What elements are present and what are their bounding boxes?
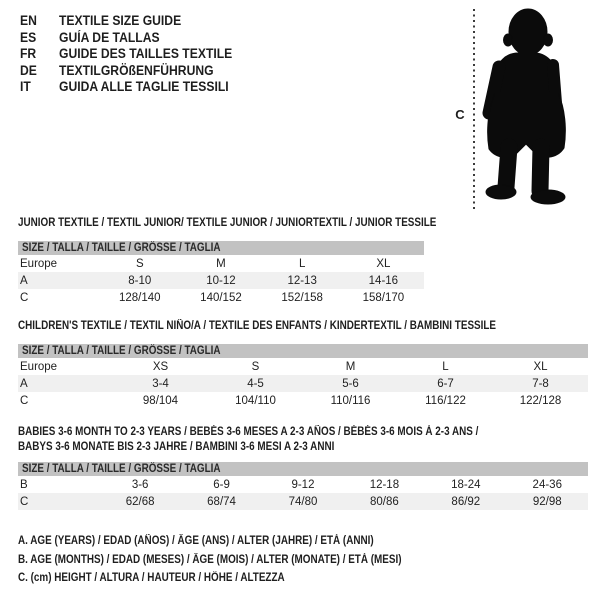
row-label: B — [20, 478, 28, 491]
table-row — [18, 476, 588, 493]
row-label: C — [20, 394, 29, 407]
cell: 10-12 — [180, 272, 261, 289]
cell: 152/158 — [281, 291, 323, 304]
cell: 122/128 — [519, 394, 562, 407]
cell: 3-4 — [113, 375, 208, 392]
table-row — [18, 392, 588, 409]
language-title: GUIDE DES TAILLES TEXTILE — [59, 46, 233, 61]
cell: L — [442, 360, 449, 373]
cell: 158/170 — [362, 291, 405, 304]
cell: L — [298, 257, 306, 270]
language-title-list — [20, 13, 252, 96]
cell: 86/92 — [425, 493, 506, 510]
cell: XL — [376, 257, 391, 270]
cell: 4-5 — [208, 375, 303, 392]
table-row — [18, 255, 424, 272]
cell: 92/98 — [507, 493, 588, 510]
language-title: GUÍA DE TALLAS — [59, 29, 160, 45]
cell: 8-10 — [99, 272, 180, 289]
cell: M — [216, 257, 226, 270]
height-dotted-line — [473, 9, 475, 209]
table-row — [18, 493, 588, 510]
table-header-bar: SIZE / TALLA / TAILLE / GRÖSSE / TAGLIA — [18, 462, 588, 476]
language-row — [20, 63, 252, 80]
table-row — [18, 272, 424, 289]
language-row — [20, 13, 252, 30]
row-label: Europe — [20, 257, 58, 270]
cell: 104/110 — [235, 394, 276, 407]
language-row — [20, 46, 252, 63]
table-row — [18, 358, 588, 375]
cell: XL — [533, 360, 548, 373]
language-code: DE — [20, 62, 37, 78]
cell: 128/140 — [118, 291, 161, 304]
language-code: FR — [20, 46, 37, 61]
height-measure-figure — [452, 5, 600, 215]
cell: 74/80 — [262, 493, 343, 510]
row-label: C — [20, 291, 29, 304]
cell: 14-16 — [343, 272, 424, 289]
row-label: A — [18, 272, 99, 289]
cell: 12-13 — [262, 272, 343, 289]
footnote-a: A. AGE (YEARS) / EDAD (AÑOS) / ÂGE (ANS) / ALTER (JAHRE) / ETÀ (ANNI) — [18, 535, 374, 547]
language-row — [20, 30, 252, 47]
row-label: Europe — [20, 360, 58, 373]
language-row — [20, 79, 252, 96]
language-title: TEXTILGRÖßENFÜHRUNG — [59, 62, 214, 78]
language-code: EN — [20, 13, 37, 28]
cell: S — [251, 360, 260, 373]
footnote-legend — [18, 532, 464, 588]
junior-size-table — [18, 241, 424, 306]
cell: 3-6 — [131, 478, 149, 491]
cell: 7-8 — [493, 375, 588, 392]
cell: 62/68 — [99, 493, 180, 510]
babies-size-table — [18, 462, 588, 510]
cell: 98/104 — [142, 394, 179, 407]
cell: 6-9 — [213, 478, 230, 491]
row-label: A — [18, 375, 113, 392]
cell: 5-6 — [303, 375, 398, 392]
language-title: GUIDA ALLE TAGLIE TESSILI — [59, 79, 229, 94]
cell: XS — [152, 360, 169, 373]
height-c-label: C — [455, 107, 465, 122]
footnote-b: B. AGE (MONTHS) / EDAD (MESES) / ÂGE (MOIS) / ALTER (MONATE) / ETÀ (MESI) — [18, 553, 402, 566]
language-code: ES — [20, 29, 37, 45]
cell: 18-24 — [451, 478, 481, 491]
footnote-c: C. (cm) HEIGHT / ALTURA / HAUTEUR / HÖHE / ALTEZZA — [18, 572, 285, 585]
children-size-table — [18, 344, 588, 409]
toddler-silhouette-icon — [482, 7, 572, 207]
table-header-bar: SIZE / TALLA / TAILLE / GRÖSSE / TAGLIA — [18, 344, 588, 358]
table-header-bar: SIZE / TALLA / TAILLE / GRÖSSE / TAGLIA — [18, 241, 424, 255]
cell: 116/122 — [425, 394, 466, 407]
cell: S — [135, 257, 144, 270]
cell: M — [345, 360, 356, 373]
junior-section-heading: JUNIOR TEXTILE / TEXTIL JUNIOR/ TEXTILE JUNIOR / JUNIORTEXTIL / JUNIOR TESSILE — [18, 217, 437, 229]
cell: 140/152 — [200, 291, 242, 304]
cell: 68/74 — [181, 493, 262, 510]
language-title: TEXTILE SIZE GUIDE — [59, 13, 182, 28]
cell: 110/116 — [330, 394, 371, 407]
cell: 12-18 — [369, 478, 400, 491]
table-row — [18, 375, 588, 392]
babies-section-heading: BABIES 3-6 MONTH TO 2-3 YEARS / BEBÉS 3-6 MESES A 2-3 AÑOS / BÉBÉS 3-6 MOIS À 2-3 ANS / BABYS 3-6 MONATE BIS 2-3 JAHRE / BAMBINI 3-6 MESI A 2-3 ANNI — [18, 426, 479, 453]
cell: 24-36 — [532, 478, 562, 491]
cell: 80/86 — [344, 493, 425, 510]
cell: 9-12 — [291, 478, 315, 491]
cell: 6-7 — [398, 375, 493, 392]
language-code: IT — [20, 79, 31, 94]
row-label: C — [18, 493, 99, 510]
table-row — [18, 289, 424, 306]
children-section-heading: CHILDREN'S TEXTILE / TEXTIL NIÑO/A / TEXTILE DES ENFANTS / KINDERTEXTIL / BAMBINI TESSILE — [18, 320, 497, 332]
